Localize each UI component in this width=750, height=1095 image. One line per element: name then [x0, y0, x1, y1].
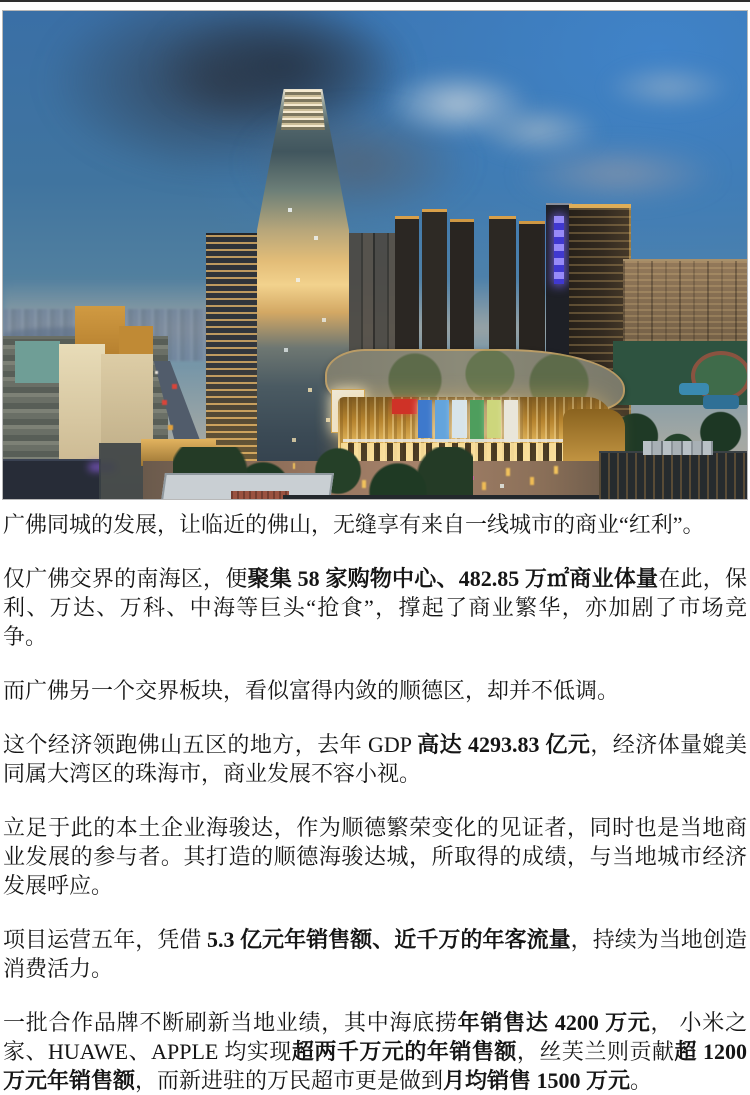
text-run: ，持续为当地创造消费活力。	[3, 927, 747, 981]
text-run: 这个经济领跑佛山五区的地方，去年 GDP	[3, 732, 418, 757]
billboard-screens	[418, 400, 518, 442]
rooftops-right	[599, 451, 748, 500]
paragraph	[3, 925, 747, 983]
bold-run: 月均销售 1500 万元	[443, 1068, 631, 1093]
tower-window-lights	[257, 89, 259, 91]
red-tile-roof	[231, 491, 289, 499]
text-run: 。	[630, 1068, 653, 1093]
pool	[679, 383, 709, 395]
paragraph	[3, 1008, 747, 1095]
text-run: ，丝芙兰则贡献	[516, 1039, 675, 1064]
paragraph	[3, 676, 747, 705]
text-run: ，而新进驻的万民超市更是做到	[135, 1068, 444, 1093]
text-run: 广佛同城的发展，让临近的佛山，无缝享有来自一线城市的商业“红利”。	[3, 512, 705, 537]
bold-run: 聚集 58 家购物中心、482.85 万㎡商业体量	[247, 566, 659, 591]
text-run: 立足于此的本土企业海骏达，作为顺德繁荣变化的见证者，同时也是当地商业发展的参与者。其打造的顺德海骏达城，所取得的成绩，与当地城市经济发展呼应。	[3, 815, 747, 898]
car-lights	[155, 371, 158, 374]
billboard-panel	[452, 400, 466, 438]
small-houses-right	[643, 441, 713, 455]
paragraph	[3, 564, 747, 651]
teal-building	[15, 341, 60, 383]
text-run: 而广佛另一个交界板块，看似富得内敛的顺德区，却并不低调。	[3, 678, 620, 703]
bold-run: 高达 4293.83 亿元	[417, 732, 591, 757]
billboard-panel	[470, 400, 484, 442]
billboard-panel	[435, 400, 449, 442]
billboard-panel	[418, 400, 432, 438]
top-divider	[0, 0, 750, 2]
article-body	[3, 510, 747, 1095]
cloud-white-3	[603, 63, 733, 111]
led-strip	[554, 216, 564, 284]
hero-photo	[2, 10, 748, 500]
red-sign	[392, 399, 417, 414]
rooftop-dark-left	[3, 459, 101, 500]
paragraph	[3, 510, 747, 539]
text-run: ， 小米之家、HUAWE、APPLE 均实现	[3, 1010, 747, 1064]
bold-run: 5.3 亿元年销售额、近千万的年客流量	[206, 927, 571, 952]
cloud-pink	[513, 146, 723, 201]
text-run: ，经济体量媲美同属大湾区的珠海市，商业发展不容小视。	[3, 732, 747, 786]
text-run: 在此，保利、万达、万科、中海等巨头“抢食”，撑起了商业繁华，亦加剧了市场竞争。	[3, 566, 747, 649]
bold-run: 超 1200 万元年销售额	[3, 1039, 747, 1093]
text-run: 仅广佛交界的南海区，便	[3, 566, 248, 591]
bold-run: 超两千万元的年销售额	[291, 1039, 517, 1064]
text-run: 一批合作品牌不断刷新当地业绩，其中海底捞	[3, 1010, 458, 1035]
paragraph	[3, 813, 747, 900]
tower-crown	[281, 90, 325, 130]
billboard-panel	[487, 400, 501, 438]
rooftops-bottom	[283, 495, 613, 499]
billboard-panel	[504, 400, 518, 442]
paragraph	[3, 730, 747, 788]
bold-run: 年销售达 4200 万元	[457, 1010, 651, 1035]
text-run: 项目运营五年，凭借	[3, 927, 207, 952]
